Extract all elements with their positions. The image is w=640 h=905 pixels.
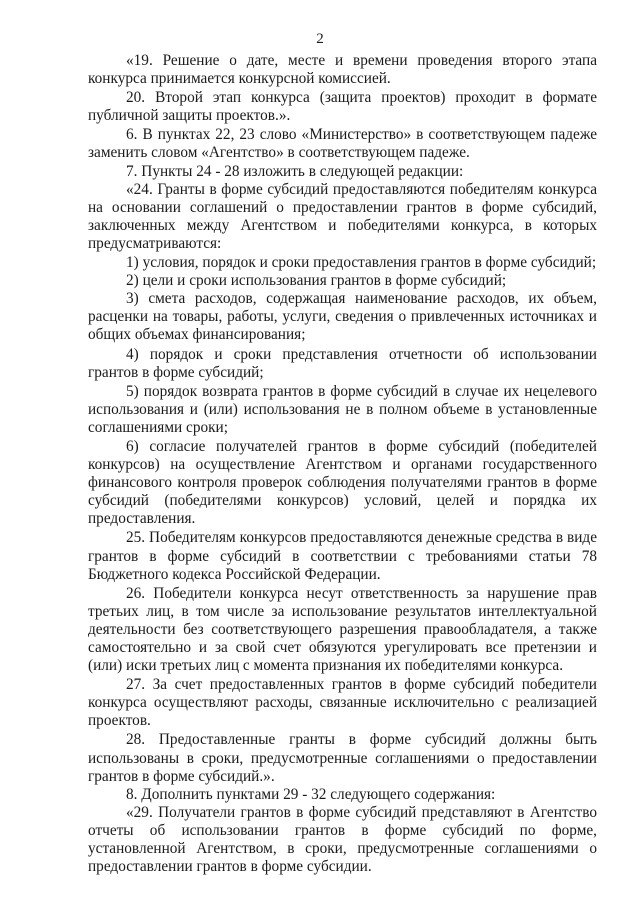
list-item-5: 5) порядок возврата грантов в форме субсидий в случае их нецелевого использования и (или) использования не в полном объеме в установленные соглашениями сроки;: [88, 382, 597, 436]
paragraph-amendment-6: 6. В пунктах 22, 23 слово «Министерство» в соответствующем падеже заменить словом «Агентство» в соответствующем падеже.: [88, 126, 597, 162]
page-number: 2: [316, 31, 324, 47]
document-body: [88, 52, 597, 876]
paragraph-27: 27. За счет предоставленных грантов в форме субсидий победители конкурса осуществляют расходы, связанные исключительно с реализацией проектов.: [88, 676, 597, 730]
list-item-3: 3) смета расходов, содержащая наименование расходов, их объем, расценки на товары, работы, услуги, сведения о привлеченных источниках и общих объемах финансирования;: [88, 290, 597, 344]
paragraph-20: 20. Второй этап конкурса (защита проектов) проходит в формате публичной защиты проектов.».: [88, 89, 597, 125]
paragraph-amendment-7: 7. Пункты 24 - 28 изложить в следующей редакции:: [126, 162, 464, 180]
list-item-2: 2) цели и сроки использования грантов в форме субсидий;: [126, 272, 507, 290]
paragraph-19: «19. Решение о дате, месте и времени проведения второго этапа конкурса принимается конкурсной комиссией.: [88, 52, 597, 88]
paragraph-24: «24. Гранты в форме субсидий предоставляются победителям конкурса на основании соглашений о предоставлении грантов в форме субсидий, заключенных между Агентством и победителями конкурса, в которых предусматриваются:: [88, 180, 597, 252]
paragraph-26: 26. Победители конкурса несут ответственность за нарушение прав третьих лиц, в том числе за использование результатов интеллектуальной деятельности без соответствующего разрешения правообладателя, а также самостоятельно и за свой счет обязуются урегулировать все претензии и (или) иски третьих лиц с момента признания их победителями конкурса.: [88, 584, 597, 675]
list-item-6: 6) согласие получателей грантов в форме субсидий (победителей конкурсов) на осуществление Агентством и органами государственного финансового контроля проверок соблюдения получателями грантов в форме субсидий (победителями конкурсов) условий, целей и порядка их предоставления.: [88, 437, 597, 528]
paragraph-amendment-8: 8. Дополнить пунктами 29 - 32 следующего содержания:: [126, 785, 496, 803]
list-item-4: 4) порядок и сроки представления отчетности об использовании грантов в форме субсидий;: [88, 345, 597, 381]
list-item-1: 1) условия, порядок и сроки предоставления грантов в форме субсидий;: [126, 254, 597, 272]
paragraph-28: 28. Предоставленные гранты в форме субсидий должны быть использованы в сроки, предусмотренные соглашениями о предоставлении грантов в форме субсидий.».: [88, 731, 597, 785]
paragraph-29: «29. Получатели грантов в форме субсидий представляют в Агентство отчеты об использовании грантов в форме субсидий по форме, установленной Агентством, в сроки, предусмотренные соглашениями о предоставлении грантов в форме субсидии.: [88, 803, 597, 876]
paragraph-25: 25. Победителям конкурсов предоставляются денежные средства в виде грантов в форме субсидий в соответствии с требованиями статьи 78 Бюджетного кодекса Российской Федерации.: [88, 529, 597, 583]
